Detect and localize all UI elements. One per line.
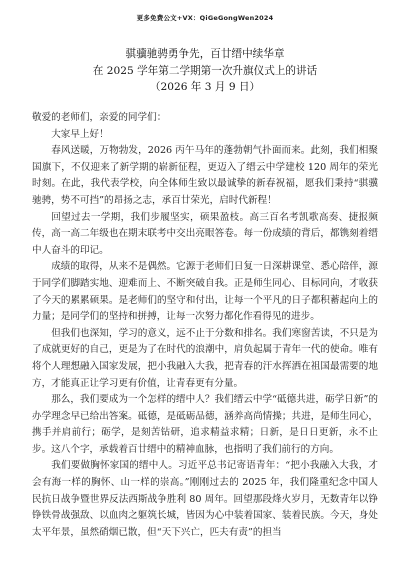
speech-date: （2026 年 3 月 9 日） bbox=[149, 81, 261, 93]
salutation: 敬爱的老师们，亲爱的同学们： bbox=[32, 112, 167, 123]
paragraph-1: 春风送暖，万物勃发，2026 丙午马年的蓬勃朝气扑面而来。此刻，我们相聚国旗下，不仅迎来了新学期的崭新征程，更迈入了缙云中学建校 120 周年的荣光时刻。在此，我代表学校，向全体师生致以最诚挚的新春祝福，愿我们秉持“骐骥驰骋，势不可挡”的昂扬之志，承百廿荣光，启时代新程！ bbox=[32, 145, 378, 206]
paragraph-4: 但我们也深知，学习的意义，远不止于分数和排名。我们寒窗苦读，不只是为了成就更好的自己，更是为了在时代的浪潮中，肩负起属于青年一代的使命。唯有将个人理想融入国家发展，把小我融入大我，把青春的汗水挥洒在祖国最需要的地方，才能真正让学习更有价值，让青春更有分量。 bbox=[32, 327, 378, 389]
paragraph-5: 那么，我们要成为一个怎样的缙中人？我们缙云中学“砥德共进，砺学日新”的办学理念早已给出答案。砥德，是砥砺品德，涵养高尚情操；共进，是师生同心，携手并肩前行；砺学，是刻苦钻研，追求精益求精；日新，是日日更新，永不止步。这八个字，承载着百廿缙中的精神血脉，也指明了我们前行的方向。 bbox=[32, 394, 378, 455]
paragraph-2: 回望过去一学期，我们步履坚实，硕果盈枝。高三百名考凯歌高奏、捷报频传，高一高二年级也在期末联考中交出亮眼答卷。每一份成绩的背后，都镌刻着缙中人奋斗的印记。 bbox=[32, 211, 378, 256]
speech-body bbox=[32, 110, 378, 541]
speech-title-block bbox=[0, 46, 410, 96]
speech-title: 骐骥驰骋勇争先，百廿缙中续华章 bbox=[125, 48, 285, 60]
paragraph-3: 成绩的取得，从来不是偶然。它源于老师们日复一日深耕课堂、悉心陪伴，源于同学们脚踏实地、迎难而上、不断突破自我。正是师生同心、目标同向，才收获了今天的累累硕果。是老师们的坚守和付出，让每一个平凡的日子都积蓄起向上的力量；是同学们的坚持和拼搏，让每一次努力都化作看得见的进步。 bbox=[32, 261, 378, 323]
paragraph-6: 我们要做胸怀家国的缙中人。习近平总书记寄语青年：“把小我融入大我，才会有海一样的胸怀、山一样的崇高。”刚刚过去的 2025 年，我们隆重纪念中国人民抗日战争暨世界反法西斯战争胜利 80 周年。回望那段烽火岁月，无数青年以铮铮铁骨战强敌、以血肉之躯筑长城，皆因为心中装着国家、装着民族。今天，身处太平年景，虽然硝烟已散，但“天下兴亡，匹夫有责”的担当 bbox=[32, 460, 378, 538]
greeting: 大家早上好！ bbox=[51, 128, 109, 140]
header-note: 更多免费公文+VX：QiGeGongWen2024 bbox=[136, 14, 274, 22]
speech-subtitle: 在 2025 学年第二学期第一次升旗仪式上的讲话 bbox=[92, 64, 318, 77]
